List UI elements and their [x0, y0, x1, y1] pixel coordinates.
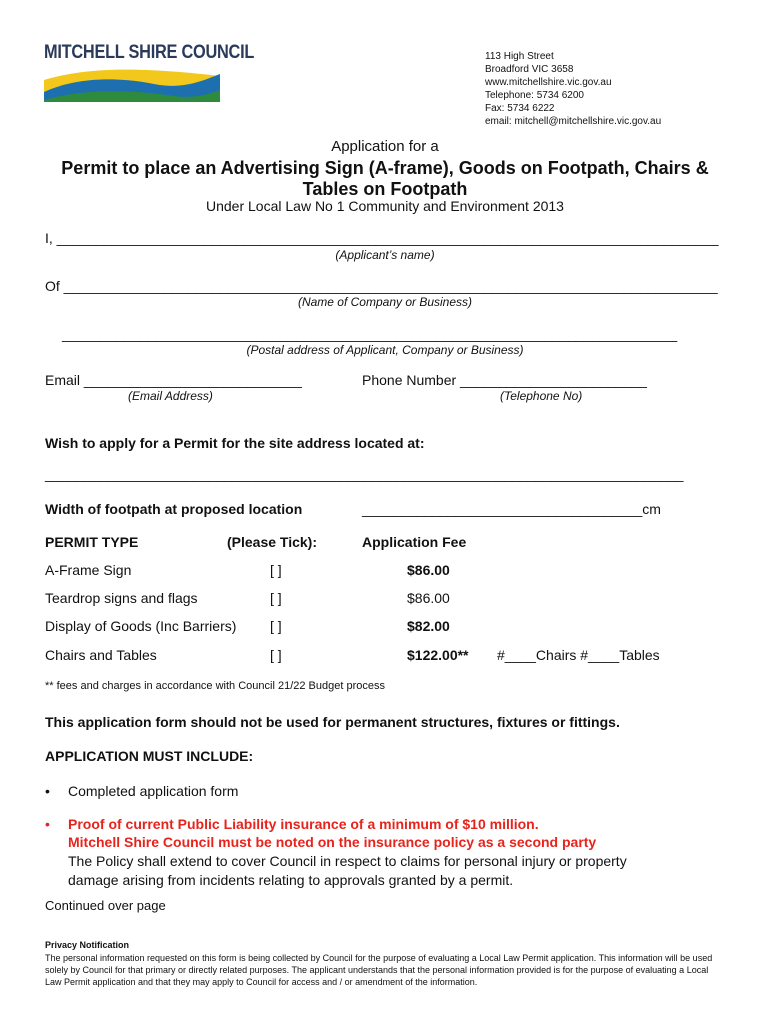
tick-box-teardrop[interactable]: [ ]	[270, 590, 282, 606]
application-fee-header: Application Fee	[362, 534, 467, 550]
permanent-structures-warning: This application form should not be used for permanent structures, fixtures or fittings.	[45, 714, 620, 730]
requirement-policy-text-1: The Policy shall extend to cover Council in respect to claims for personal injury or property	[68, 853, 627, 869]
permit-type-header: PERMIT TYPE	[45, 534, 139, 550]
privacy-text: The personal information requested on this form is being collected by Council for the purpose of evaluating a Local Law Permit application. This information will be used solely by Council for that primary or directly related purposes. The applicant understands that the personal information provided is for the purpose of evaluating a Local Law Permit application and that they may apply to Council for access and / or amendment of the information.	[45, 953, 713, 987]
company-name-caption: (Name of Company or Business)	[297, 295, 473, 309]
tick-box-display-goods[interactable]: [ ]	[270, 618, 282, 634]
postal-address-field[interactable]: _______________________________________________________________________________	[62, 326, 678, 342]
permit-type-teardrop: Teardrop signs and flags	[45, 590, 198, 606]
must-include-heading: APPLICATION MUST INCLUDE:	[45, 748, 254, 764]
fee-display-goods: $82.00	[407, 618, 450, 634]
tick-box-aframe[interactable]: [ ]	[270, 562, 282, 578]
email-caption: (Email Address)	[128, 389, 213, 403]
contact-fax: Fax: 5734 6222	[485, 103, 555, 114]
tick-box-chairs-tables[interactable]: [ ]	[270, 647, 282, 663]
contact-telephone: Telephone: 5734 6200	[485, 90, 584, 101]
requirement-application-form: Completed application form	[68, 783, 239, 799]
fees-footnote: ** fees and charges in accordance with Council 21/22 Budget process	[45, 680, 385, 692]
fee-teardrop: $86.00	[407, 590, 450, 606]
chairs-tables-count-field[interactable]: #____Chairs #____Tables	[497, 647, 660, 663]
email-field[interactable]: Email ____________________________	[45, 372, 302, 388]
requirement-second-party: Mitchell Shire Council must be noted on the insurance policy as a second party	[68, 834, 597, 850]
fee-chairs-tables: $122.00**	[407, 647, 469, 663]
contact-address: 113 High Street	[485, 51, 554, 62]
permit-type-display-goods: Display of Goods (Inc Barriers)	[45, 618, 237, 634]
phone-field[interactable]: Phone Number ________________________	[362, 372, 647, 388]
form-subtitle: Under Local Law No 1 Community and Environment 2013	[206, 198, 564, 214]
site-heading: Wish to apply for a Permit for the site address located at:	[45, 435, 425, 451]
contact-email: email: mitchell@mitchellshire.vic.gov.au	[485, 116, 662, 127]
phone-caption: (Telephone No)	[500, 389, 583, 403]
bullet-dot-icon: •	[45, 816, 50, 832]
requirement-policy-text-2: damage arising from incidents relating to approvals granted by a permit.	[68, 872, 514, 888]
site-address-field[interactable]: __________________________________________________________________________________	[45, 466, 684, 482]
applicant-name-field[interactable]: I, _____________________________________________________________________________________	[45, 230, 719, 246]
privacy-heading: Privacy Notification	[45, 940, 130, 950]
applicant-name-caption: (Applicant’s name)	[335, 248, 435, 262]
continued-note: Continued over page	[45, 898, 166, 913]
application-for-label: Application for a	[331, 138, 439, 155]
fee-aframe: $86.00	[407, 562, 450, 578]
council-contact-block	[485, 50, 745, 128]
council-logo-hills-icon	[44, 66, 220, 102]
form-title: Permit to place an Advertising Sign (A-frame), Goods on Footpath, Chairs & Tables on Footpath	[61, 158, 709, 199]
council-logo-text: MITCHELL SHIRE COUNCIL	[44, 42, 255, 63]
footpath-width-field[interactable]: ____________________________________cm	[362, 501, 661, 517]
requirement-insurance: Proof of current Public Liability insurance of a minimum of $10 million.	[68, 816, 539, 832]
permit-type-chairs-tables: Chairs and Tables	[45, 647, 157, 663]
postal-address-caption: (Postal address of Applicant, Company or Business)	[246, 343, 524, 357]
bullet-dot-icon: •	[45, 783, 50, 799]
footpath-width-label: Width of footpath at proposed location	[45, 501, 303, 517]
permit-type-aframe: A-Frame Sign	[45, 562, 132, 578]
contact-suburb: Broadford VIC 3658	[485, 64, 574, 75]
please-tick-header: (Please Tick):	[227, 534, 318, 550]
company-name-field[interactable]: Of ____________________________________________________________________________________	[45, 278, 718, 294]
contact-website: www.mitchellshire.vic.gov.au	[485, 77, 612, 88]
